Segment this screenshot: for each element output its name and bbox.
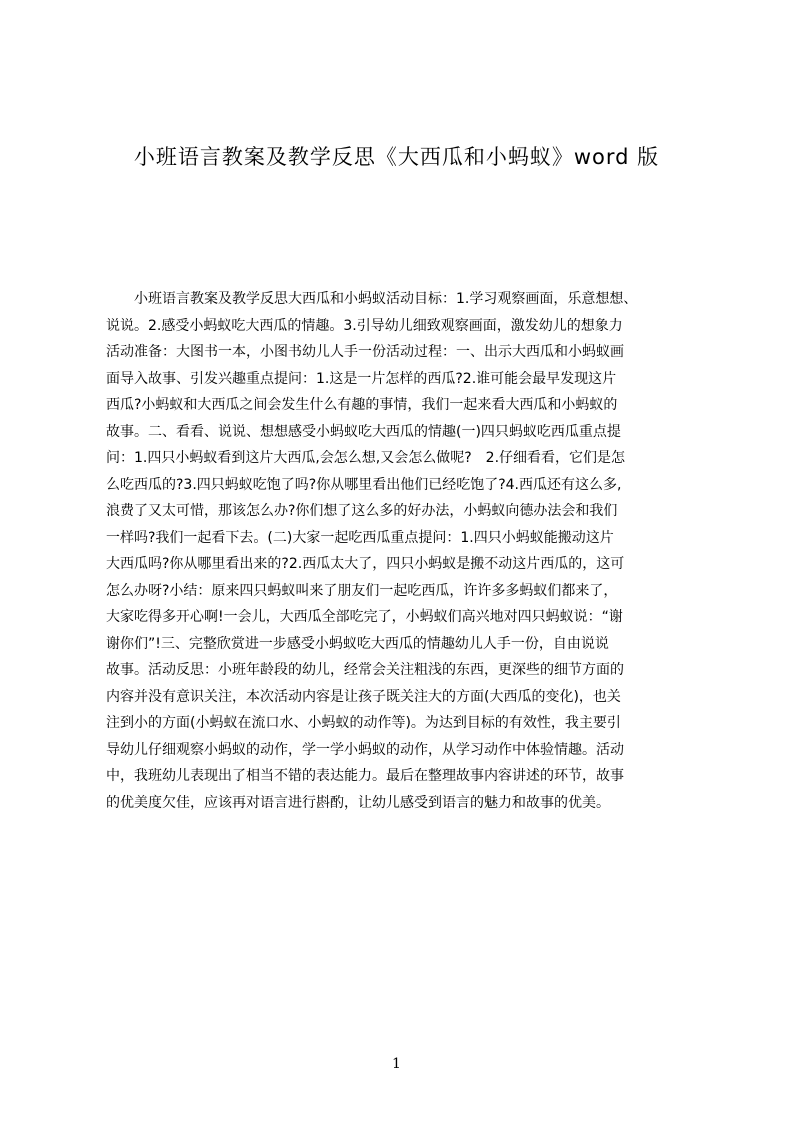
text-line: 大家吃得多开心啊!一会儿，大西瓜全部吃完了，小蚂蚁们高兴地对四只蚂蚁说：“谢 xyxy=(106,609,623,625)
text-line: 活动准备：大图书一本，小图书幼儿人手一份活动过程：一、出示大西瓜和小蚂蚁画 xyxy=(106,344,624,360)
text-line: 谢你们”!三、完整欣赏进一步感受小蚂蚁吃大西瓜的情趣幼儿人手一份，自由说说 xyxy=(106,635,609,652)
page-title: 小班语言教案及教学反思《大西瓜和小蚂蚁》word 版 xyxy=(133,145,660,169)
text-line: 浪费了又太可惜，那该怎么办?你们想了这么多的好办法，小蚂蚁向德办法会和我们 xyxy=(106,503,618,519)
text-line: 怎么办呀?小结：原来四只蚂蚁叫来了朋友们一起吃西瓜，许许多多蚂蚁们都来了， xyxy=(106,582,618,599)
body-text xyxy=(106,286,699,826)
text-line: 导幼儿仔细观察小蚂蚁的动作，学一学小蚂蚁的动作，从学习动作中体验情趣。活动 xyxy=(106,741,624,758)
text-line: 么吃西瓜的?3.四只蚂蚁吃饱了吗?你从哪里看出他们已经吃饱了?4.西瓜还有这么多, xyxy=(106,476,622,493)
page-number: 1 xyxy=(392,1056,401,1072)
text-line: 内容并没有意识关注，本次活动内容是让孩子既关注大的方面(大西瓜的变化)，也关 xyxy=(106,688,621,705)
text-line: 故事。二、看看、说说、想想感受小蚂蚁吃大西瓜的情趣(一)四只蚂蚁吃西瓜重点提 xyxy=(106,423,621,440)
text-line: 一样吗?我们一起看下去。(二)大家一起吃西瓜重点提问：1.四只小蚂蚁能搬动这片 xyxy=(106,529,614,546)
text-line: 小班语言教案及教学反思大西瓜和小蚂蚁活动目标：1.学习观察画面，乐意想想、 xyxy=(106,291,638,307)
text-line: 面导入故事、引发兴趣重点提问：1.这是一片怎样的西瓜?2.谁可能会最早发现这片 xyxy=(106,370,617,387)
text-line: 中，我班幼儿表现出了相当不错的表达能力。最后在整理故事内容讲述的环节，故事 xyxy=(106,768,624,784)
text-line: 故事。活动反思：小班年龄段的幼儿，经常会关注粗浅的东西，更深些的细节方面的 xyxy=(106,662,624,678)
text-line: 说说。2.感受小蚂蚁吃大西瓜的情趣。3.引导幼儿细致观察画面，激发幼儿的想象力 xyxy=(106,317,623,334)
text-line: 的优美度欠佳，应该再对语言进行斟酌，让幼儿感受到语言的魅力和故事的优美。 xyxy=(106,794,610,811)
text-line: 问：1.四只小蚂蚁看到这片大西瓜,会怎么想,又会怎么做呢? 2.仔细看看，它们是怎 xyxy=(106,450,626,466)
text-line: 注到小的方面(小蚂蚁在流口水、小蚂蚁的动作等)。为达到目标的有效性，我主要引 xyxy=(106,715,621,731)
text-line: 大西瓜吗?你从哪里看出来的?2.西瓜太大了，四只小蚂蚁是搬不动这片西瓜的，这可 xyxy=(106,556,625,572)
text-line: 西瓜?小蚂蚁和大西瓜之间会发生什么有趣的事情，我们一起来看大西瓜和小蚂蚁的 xyxy=(106,397,618,413)
